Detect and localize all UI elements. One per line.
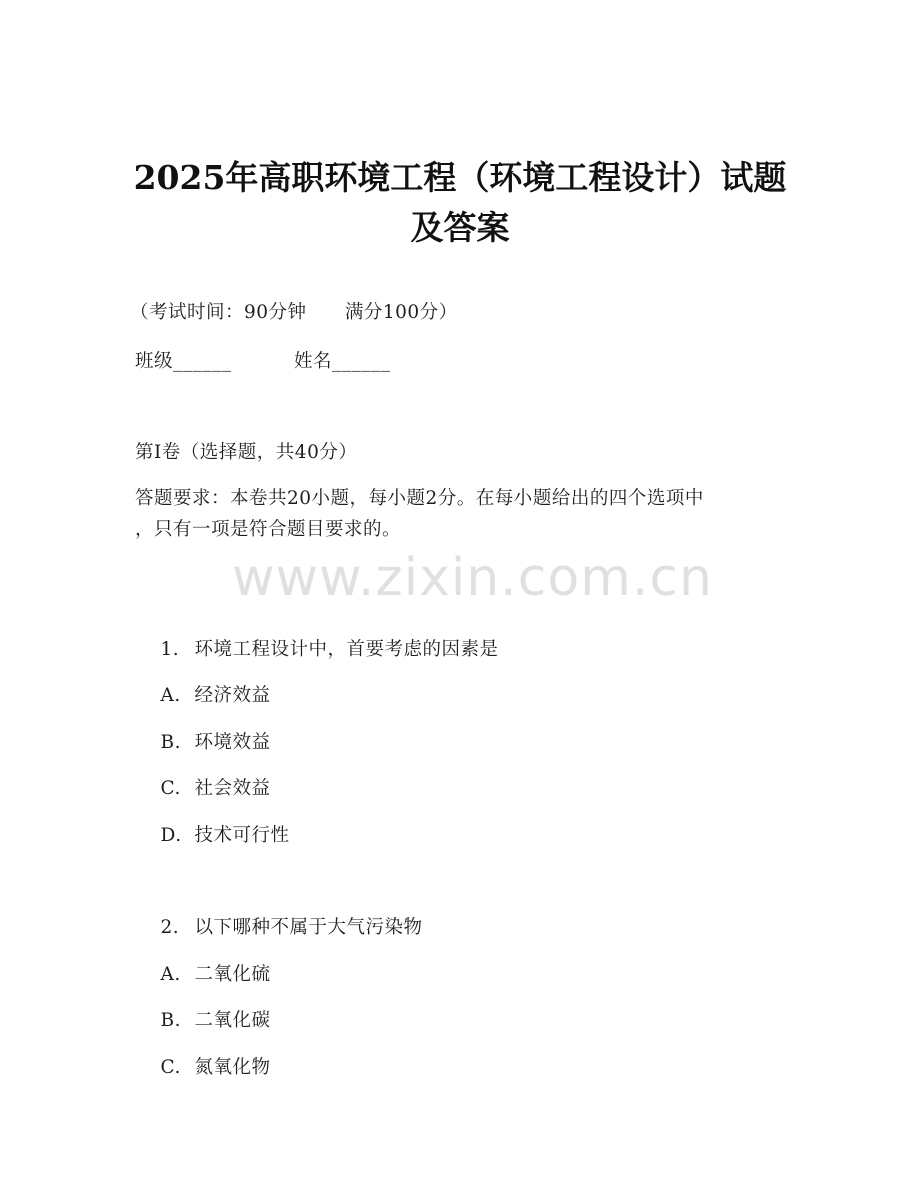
question-text: 以下哪种不属于大气污染物	[194, 917, 423, 938]
option-letter: C.	[160, 778, 181, 799]
watermark: www.zixin.com.cn	[232, 548, 713, 608]
option-letter: C.	[160, 1057, 181, 1078]
document-title-line-2: 及答案	[410, 208, 510, 247]
option-text: 社会效益	[194, 778, 271, 799]
option-text: 二氧化硫	[194, 964, 271, 985]
question-2-option-c	[135, 1029, 271, 1107]
instruction-line-2: ，只有一项是符合题目要求的。	[135, 519, 402, 540]
option-letter: B.	[160, 732, 182, 753]
option-text: 二氧化碳	[194, 1010, 271, 1031]
option-letter: B.	[160, 1010, 182, 1031]
exam-info: （考试时间：90分钟 满分100分）	[130, 302, 458, 323]
option-letter: A.	[160, 685, 181, 706]
option-letter: D.	[160, 825, 182, 846]
question-1-option-d	[135, 797, 290, 875]
option-text: 环境效益	[194, 732, 271, 753]
option-text: 技术可行性	[194, 825, 290, 846]
option-letter: A.	[160, 964, 181, 985]
class-field-label: 班级______	[135, 351, 232, 372]
name-field-label: 姓名______	[294, 351, 391, 372]
option-text: 经济效益	[194, 685, 271, 706]
section-heading: 第I卷（选择题，共40分）	[135, 442, 358, 463]
document-title-line-1: 2025年高职环境工程（环境工程设计）试题	[133, 158, 787, 197]
question-text: 环境工程设计中，首要考虑的因素是	[194, 639, 499, 660]
question-number: 2.	[160, 917, 180, 938]
instruction-line-1: 答题要求：本卷共20小题，每小题2分。在每小题给出的四个选项中	[135, 488, 704, 509]
option-text: 氮氧化物	[194, 1057, 271, 1078]
question-number: 1.	[160, 639, 180, 660]
